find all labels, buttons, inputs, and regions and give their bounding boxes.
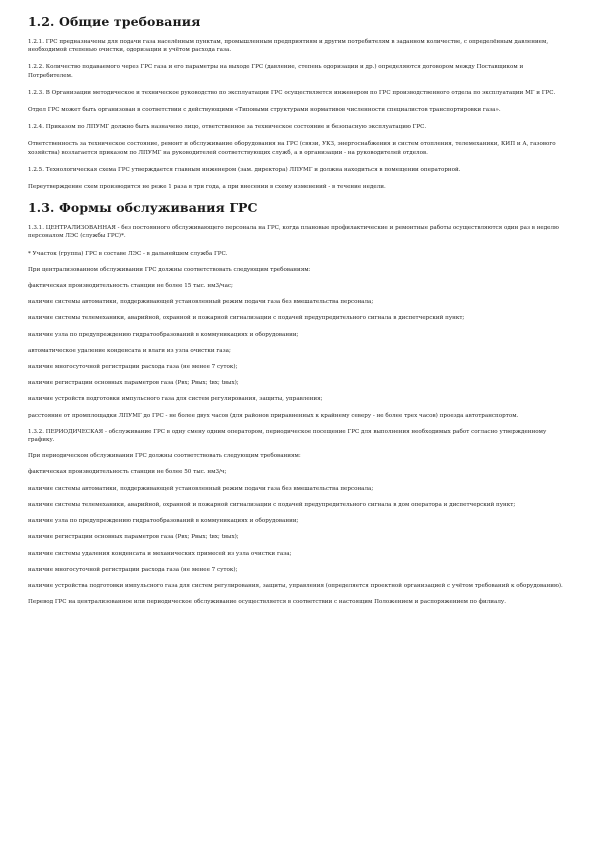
list-item: фактическая производительность станции не более 50 тыс. нм3/ч; (28, 469, 227, 476)
paragraph-1-2-1: 1.2.1. ГРС предназначены для подачи газа населённым пунктам, промышленным предприятиям и другим потребителям в заданном количестве, с определённым давлением, необходимой степенью очистки, одоризации и учётом расхода газа. (28, 39, 549, 54)
paragraph-grs-department: Отдел ГРС может быть организован в соответствии с действующими «Типовыми структурами нормативов численности специалистов транспортировки газа». (28, 107, 501, 114)
list-item: наличие системы телемеханики, аварийной, охранной и пожарной сигнализации с подачей предупредительного сигнала в дом оператора и диспетчерский пункт; (28, 501, 516, 508)
list-item: наличие регистрации основных параметров газа (Рвх; Рвых; tвх; tвых); (28, 534, 239, 541)
paragraph-1-2-3: 1.2.3. В Организации методическое и техническое руководство по эксплуатации ГРС осуществляется инженером по ГРС производственного отдела по эксплуатации МГ и ГРС. (28, 89, 556, 96)
list-item: наличие многосуточной регистрации расхода газа (не менее 7 суток); (28, 566, 238, 573)
list-item: наличие устройства подготовки импульсного газа для систем регулирования, защиты, управления (определяется проектной организацией с учётом требований к оборудованию). (28, 582, 563, 589)
section-heading-service-forms: 1.3. Формы обслуживания ГРС (28, 200, 258, 216)
paragraph-1-2-2: 1.2.2. Количество подаваемого через ГРС газа и его параметры на выходе ГРС (давление, степень одоризации и др.) определяются договором между Поставщиком и Потребителем. (28, 64, 524, 79)
list-item: наличие системы телемеханики, аварийной, охранной и пожарной сигнализации с подачей предупредительного сигнала в диспетчерский пункт; (28, 315, 465, 322)
paragraph-centralized-requirements: При централизованном обслуживании ГРС должны соответствовать следующим требованиям: (28, 266, 311, 273)
paragraph-scheme-reapproval: Переутверждение схем производится не реже 1 раза в три года, а при внесении в схему изменений - в течение недели. (28, 184, 386, 191)
list-item: наличие многосуточной регистрации расхода газа (не менее 7 суток); (28, 364, 238, 371)
paragraph-1-2-4: 1.2.4. Приказом по ЛПУМГ должно быть назначено лицо, ответственное за техническое состояние и безопасную эксплуатацию ГРС. (28, 124, 427, 131)
list-item: наличие регистрации основных параметров газа (Рвх; Рвых; tвх; tвых); (28, 380, 239, 387)
list-item: наличие системы удаления конденсата и механических примесей из узла очистки газа; (28, 550, 292, 557)
paragraph-1-2-5: 1.2.5. Технологическая схема ГРС утверждается главным инженером (зам. директора) ЛПУМГ и должна находиться в помещении операторной. (28, 166, 461, 173)
list-item: автоматическое удаление конденсата и влаги из узла очистки газа; (28, 347, 231, 354)
list-item: наличие узла по предупреждению гидратообразований в коммуникациях и оборудовании; (28, 331, 299, 338)
list-item: наличие устройств подготовки импульсного газа для систем регулирования, защиты, управления; (28, 396, 323, 403)
list-item: наличие системы автоматики, поддерживающей установленный режим подачи газа без вмешательства персонала; (28, 485, 374, 492)
list-item: наличие узла по предупреждению гидратообразований в коммуникациях и оборудовании; (28, 518, 299, 525)
section-heading-general-requirements: 1.2. Общие требования (28, 14, 201, 29)
paragraph-periodic-requirements: При периодическом обслуживании ГРС должны соответствовать следующим требованиям: (28, 453, 301, 460)
paragraph-1-3-2: 1.3.2. ПЕРИОДИЧЕСКАЯ - обслуживание ГРС в одну смену одним оператором, периодическое посещение ГРС для выполнения необходимых работ согласно утвержденному графику. (28, 428, 547, 444)
list-item: фактическая производительность станции не более 15 тыс. нм3/час; (28, 283, 233, 290)
paragraph-responsibility: Ответственность за техническое состояние, ремонт и обслуживание оборудования на ГРС (связи, УКЗ, энергоснабжения и систем отопления, телемеханики, КИП и А, газового хозяйства) возлагается приказом по ЛПУМГ на руководителей соответствующих служб, а в организации - на руководителей отделов. (28, 141, 556, 156)
paragraph-transfer: Перевод ГРС на централизованное или периодическое обслуживание осуществляется в соответствии с настоящим Положением и распоряжением по филиалу. (28, 599, 506, 606)
paragraph-footnote: * Участок (группа) ГРС в составе ЛЭС - в дальнейшем служба ГРС. (28, 250, 228, 257)
list-item: расстояние от промплощадки ЛПУМГ до ГРС - не более двух часов (для районов приравненных к крайнему северу - не более трех часов) проезда автотранспортом. (28, 412, 519, 419)
list-item: наличие системы автоматики, поддерживающей установленный режим подачи газа без вмешательства персонала; (28, 299, 374, 306)
paragraph-1-3-1: 1.3.1. ЦЕНТРАЛИЗОВАННАЯ - без постоянного обслуживающего персонала на ГРС, когда плановые профилактические и ремонтные работы осуществляются один раз в неделю персоналом ЛЭС (службы ГРС)*. (28, 225, 559, 240)
